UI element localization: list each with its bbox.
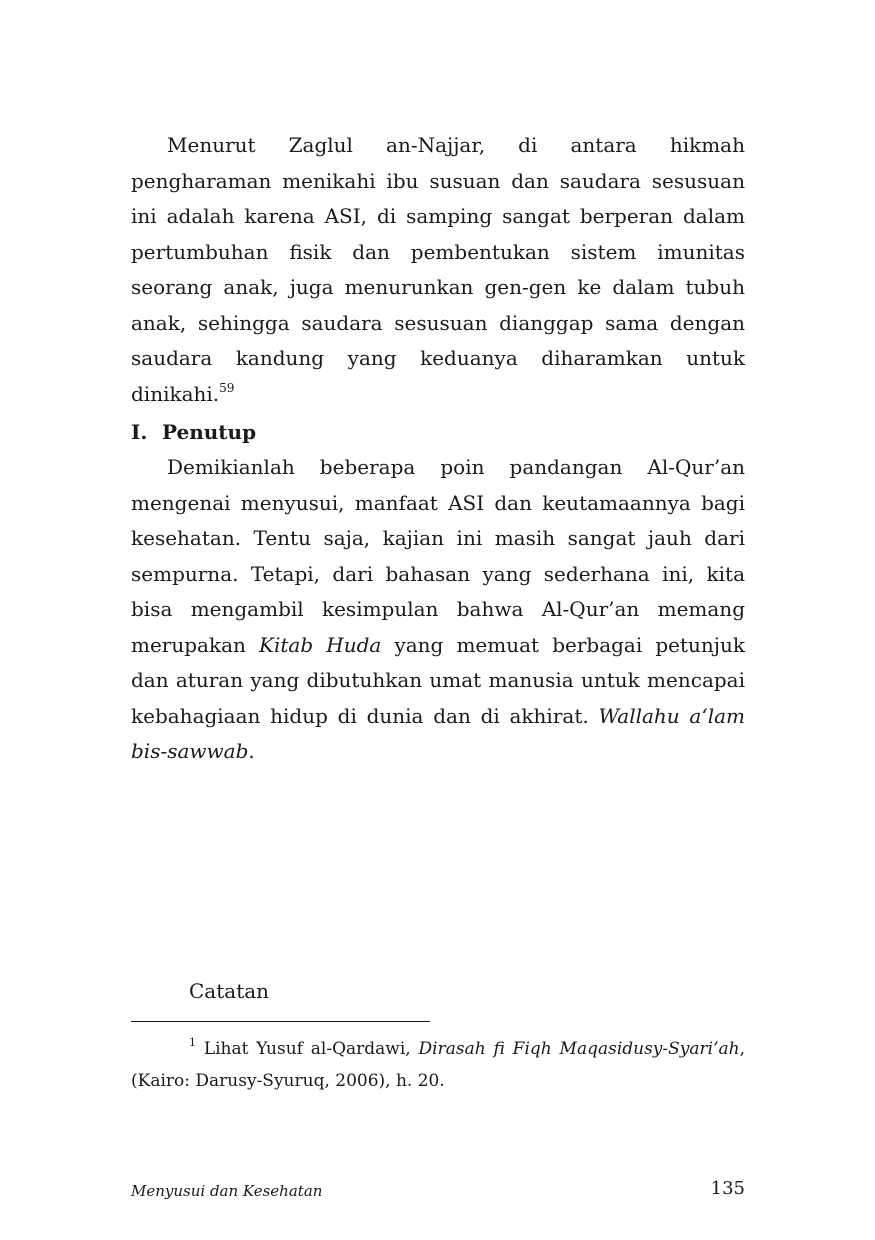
footnote-divider [131, 1021, 430, 1022]
section-title: Penutup [162, 420, 257, 444]
footnote-number: 1 [189, 1036, 196, 1049]
footnote-text-a: Lihat Yusuf al-Qardawi, [203, 1039, 411, 1059]
notes-heading: Catatan [189, 979, 270, 1003]
body-paragraph-1 [131, 128, 745, 412]
page-number: 135 [710, 1178, 745, 1199]
section-number: I. [131, 420, 148, 444]
paragraph-2-italic-a: Kitab Huda [259, 632, 382, 657]
paragraph-2-text-c: . [248, 739, 255, 763]
section-heading [131, 415, 256, 450]
footnote-book-title: Dirasah fi Fiqh Maqasidusy-Syari’ah [418, 1039, 740, 1059]
running-title: Menyusui dan Kesehatan [131, 1182, 323, 1200]
paragraph-2-italic-b: Wallahu a‘lam bis-sawwab [131, 703, 745, 763]
paragraph-2-text-a: Demikianlah beberapa poin pandangan Al-Qur’an mengenai menyusui, manfaat ASI dan keutamaannya bagi kesehatan. Tentu saja, kajian ini masih sangat jauh dari sempurna. Tetapi, dari bahasan yang sederhana ini, kita bisa mengambil kesimpulan bahwa Al-Qur’an memang merupakan [131, 455, 745, 657]
footnote [131, 1033, 745, 1097]
paragraph-1-text: Menurut Zaglul an-Najjar, di antara hikmah pengharaman menikahi ibu susuan dan saudara sesusuan ini adalah karena ASI, di samping sangat berperan dalam pertumbuhan fisik dan pembentukan sistem imunitas seorang anak, juga menurunkan gen-gen ke dalam tubuh anak, sehingga saudara sesusuan dianggap sama dengan saudara kandung yang keduanya diharamkan untuk dinikahi. [131, 133, 745, 406]
body-paragraph-2 [131, 450, 745, 770]
footnote-reference-59: 59 [219, 380, 235, 395]
footnote-text-b: , (Kairo: Darusy-Syuruq, 2006), h. 20. [131, 1039, 746, 1091]
paragraph-2-text-b: yang memuat berbagai petunjuk dan aturan yang dibutuhkan umat manusia untuk mencapai kebahagiaan hidup di dunia dan di akhirat. [131, 632, 745, 728]
